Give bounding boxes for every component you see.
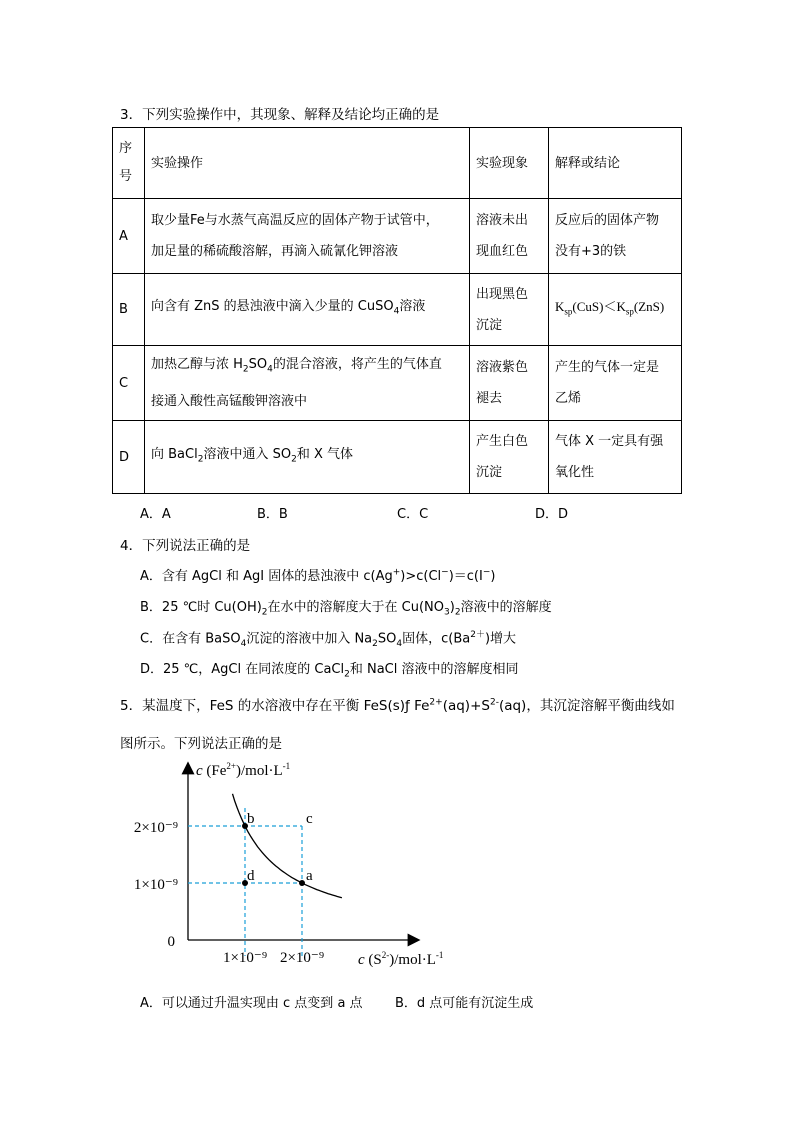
row-phen [470, 421, 549, 494]
ksp-k: K [616, 299, 626, 315]
op-text: 加热乙醇与浓 H [151, 357, 243, 373]
op-sub: 2 [197, 454, 204, 465]
point-label-d: d [247, 868, 255, 884]
op-text: SO [248, 357, 268, 373]
opt-text: 溶液中的溶解度 [460, 600, 552, 615]
op-line1: 取少量Fe与水蒸气高温反应的固体产物于试管中， [151, 213, 439, 228]
stem-text: 5．某温度下，FeS 的水溶液中存在平衡 FeS(s)ƒ Fe [120, 698, 430, 714]
opt-text: C．在含有 BaSO [140, 631, 241, 647]
phen-line1: 产生白色 [476, 434, 529, 449]
row-phen [470, 199, 549, 274]
x-axis-label: c $(S^{2-})/mol\cdot L^{-1}$ [358, 950, 444, 968]
opt-text: ) [490, 569, 496, 584]
opt-sub: 2 [454, 607, 461, 618]
row-concl [549, 274, 682, 346]
ksp-sub: sp [625, 306, 634, 317]
op-sub: 2 [242, 364, 249, 375]
q3-choice-c[interactable]: C．C [397, 507, 429, 522]
stem-sup: 2- [489, 697, 499, 708]
phen-line1: 溶液紫色 [476, 360, 529, 375]
opt-text: D．25 ℃，AgCl 在同浓度的 CaCl [140, 662, 345, 677]
opt-sub: 2 [344, 669, 350, 680]
table-row [113, 274, 682, 346]
ksp-k: K [555, 299, 565, 315]
row-id: B [113, 274, 145, 346]
opt-text: A．含有 AgCl 和 AgI 固体的悬浊液中 c(Ag [140, 569, 393, 584]
op-sub: 4 [267, 364, 273, 375]
concl-line2: 氧化性 [555, 465, 595, 480]
q3-choice-b[interactable]: B．B [257, 507, 288, 522]
solubility-equilibrium-chart [110, 758, 470, 970]
header-seq-line1: 序 [119, 141, 133, 156]
phen-line2: 现血红色 [476, 244, 529, 259]
phen-line1: 溶液未出 [476, 213, 529, 228]
opt-text: 沉淀的溶液中加入 Na [246, 631, 373, 647]
table-header-row [113, 128, 682, 199]
opt-text: 固体，c(Ba [402, 631, 471, 647]
ksp-text: (CuS)＜ [572, 299, 617, 315]
header-seq-line2: 号 [119, 169, 133, 184]
opt-sub: 2 [261, 607, 268, 618]
row-phen [470, 346, 549, 421]
q4-option-c[interactable] [140, 627, 516, 649]
ksp-text: (ZnS) [633, 299, 665, 315]
opt-sup: − [441, 567, 449, 578]
q4-title: 4．下列说法正确的是 [120, 538, 251, 554]
point-a [299, 880, 305, 886]
opt-text: SO [377, 631, 397, 647]
concl-line2: 乙烯 [555, 391, 582, 406]
phen-line2: 沉淀 [476, 317, 503, 333]
point-label-b: b [247, 811, 255, 827]
header-op: 实验操作 [145, 128, 470, 199]
op-text: 向 BaCl [151, 446, 198, 462]
op-text: 向含有 ZnS 的悬浊液中滴入少量的 CuSO [151, 299, 394, 315]
op-text: 的混合溶液，将产生的气体直 [272, 357, 442, 373]
opt-text: ) [449, 600, 455, 615]
phen-line2: 褪去 [476, 391, 503, 406]
q3-title: 3．下列实验操作中，其现象、解释及结论均正确的是 [120, 107, 440, 123]
row-op [145, 346, 470, 421]
row-op [145, 199, 470, 274]
phen-line2: 沉淀 [476, 465, 503, 480]
opt-sup: 2＋ [470, 630, 485, 640]
table-row [113, 421, 682, 494]
row-id: A [113, 199, 145, 274]
y-tick-label-1: 1×10⁻⁹ [133, 877, 178, 893]
op-text: 溶液 [399, 299, 426, 315]
y-axis-label: c $(Fe^{2+})/mol\cdot L^{-1}$ [196, 761, 291, 779]
opt-sup: − [482, 567, 491, 578]
opt-sub: 2 [372, 638, 378, 649]
chart-labels [134, 761, 444, 968]
concl-line1: 气体 X 一定具有强 [555, 434, 664, 449]
q5-choice-a[interactable]: A．可以通过升温实现由 c 点变到 a 点 [140, 996, 363, 1011]
opt-sub: 4 [240, 638, 247, 649]
point-label-a: a [306, 868, 313, 884]
phen-line1: 出现黑色 [476, 286, 529, 302]
q5-choice-b[interactable]: B．d 点可能有沉淀生成 [395, 996, 534, 1011]
row-concl [549, 346, 682, 421]
experiment-table [112, 127, 682, 494]
op-sub: 2 [291, 454, 297, 465]
header-seq [113, 128, 145, 199]
y-tick-label-2: 2×10⁻⁹ [133, 820, 178, 836]
opt-text: )＝c(I [448, 569, 483, 584]
table-row [113, 199, 682, 274]
row-concl [549, 421, 682, 494]
opt-text: 和 NaCl 溶液中的溶解度相同 [349, 662, 519, 677]
chart-axes [188, 764, 418, 940]
q4-option-b[interactable] [140, 596, 552, 618]
row-op [145, 274, 470, 346]
header-phen: 实验现象 [470, 128, 549, 199]
op-text: 和 X 气体 [296, 446, 353, 462]
concl-line1: 反应后的固体产物 [555, 213, 660, 228]
row-concl [549, 199, 682, 274]
ksp-sub: sp [564, 306, 573, 317]
opt-text: )>c(Cl [400, 569, 442, 584]
row-id: D [113, 421, 145, 494]
q5-stem-line2: 图所示。下列说法正确的是 [120, 736, 282, 752]
op-text: 溶液中通入 SO [203, 446, 292, 462]
point-label-c: c [306, 811, 313, 827]
stem-text: (aq)，其沉淀溶解平衡曲线如 [498, 698, 675, 714]
x-tick-label-2: 2×10⁻⁹ [279, 950, 325, 966]
row-id: C [113, 346, 145, 421]
q3-choice-d[interactable]: D．D [535, 507, 569, 522]
x-tick-label-1: 1×10⁻⁹ [222, 950, 268, 966]
op-sub: 4 [393, 306, 400, 317]
q4-option-d[interactable] [140, 658, 519, 680]
opt-sub: 4 [396, 638, 403, 649]
opt-sub: 3 [444, 607, 450, 618]
op-line2: 接通入酸性高锰酸钾溶液中 [151, 393, 308, 409]
concl-line2: 没有+3的铁 [555, 244, 627, 259]
concl-line1: 产生的气体一定是 [555, 360, 660, 375]
opt-text: )增大 [484, 631, 517, 647]
table-row [113, 346, 682, 421]
stem-text: (aq)+S [442, 698, 490, 714]
opt-sup: + [392, 567, 401, 578]
q4-option-a[interactable] [140, 565, 495, 584]
header-concl: 解释或结论 [549, 128, 682, 199]
row-op [145, 421, 470, 494]
q5-stem-line1 [120, 694, 675, 714]
stem-sup: 2+ [429, 697, 443, 708]
opt-text: B．25 ℃时 Cu(OH) [140, 600, 262, 615]
row-phen [470, 274, 549, 346]
op-line2: 加足量的稀硫酸溶解，再滴入硫氰化钾溶液 [151, 244, 399, 259]
origin-label: 0 [167, 934, 175, 950]
opt-text: 在水中的溶解度大于在 Cu(NO [267, 600, 445, 615]
q3-choice-a[interactable]: A．A [140, 507, 171, 522]
